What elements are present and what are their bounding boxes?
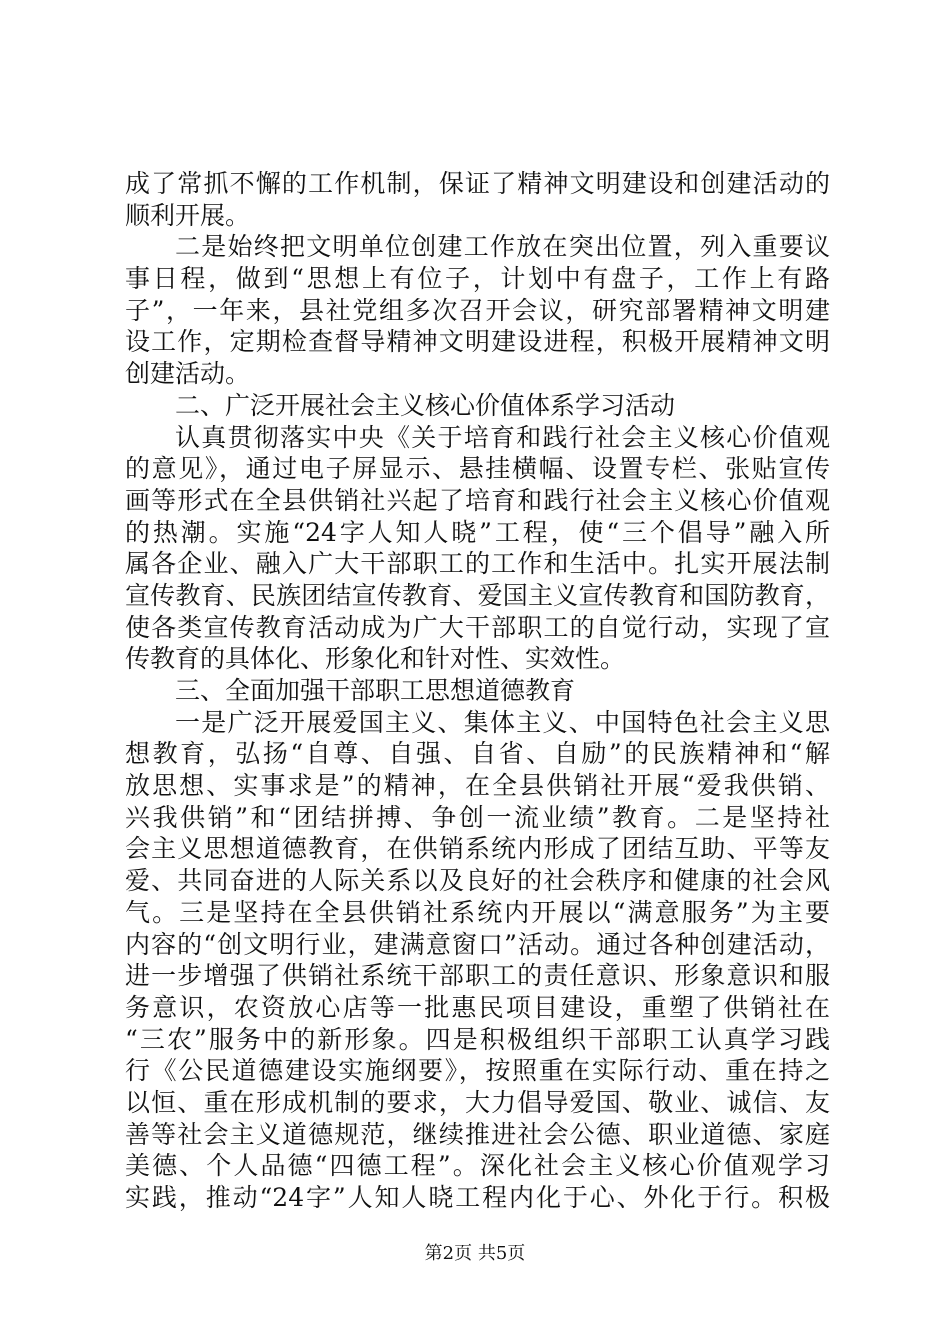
- text-line: 一是广泛开展爱国主义、集体主义、中国特色社会主义思: [175, 707, 830, 737]
- text-line: 会主义思想道德教育，在供销系统内形成了团结互助、平等友: [125, 834, 830, 864]
- text-line: 属各企业、融入广大干部职工的工作和生活中。扎实开展法制: [125, 549, 830, 579]
- text-line: 以恒、重在形成机制的要求，大力倡导爱国、敬业、诚信、友: [125, 1087, 830, 1117]
- text-line: 宣传教育、民族团结宣传教育、爱国主义宣传教育和国防教育，: [125, 580, 830, 610]
- page-number-footer: 第2页 共5页: [424, 1243, 526, 1264]
- text-line: 的热潮。实施“24字人知人晓”工程，使“三个倡导”融入所: [125, 517, 830, 547]
- text-line: 想教育，弘扬“自尊、自强、自省、自励”的民族精神和“解: [125, 739, 830, 769]
- text-line: 内容的“创文明行业，建满意窗口”活动。通过各种创建活动，: [125, 929, 830, 959]
- text-line: 美德、个人品德“四德工程”。深化社会主义核心价值观学习: [125, 1151, 830, 1181]
- text-line: 务意识，农资放心店等一批惠民项目建设，重塑了供销社在: [125, 992, 830, 1022]
- paragraph: [125, 422, 830, 676]
- text-line: 的意见》，通过电子屏显示、悬挂横幅、设置专栏、张贴宣传: [125, 454, 830, 484]
- text-line: 二、广泛开展社会主义核心价值体系学习活动: [175, 390, 676, 420]
- text-line: 认真贯彻落实中央《关于培育和践行社会主义核心价值观: [175, 422, 830, 452]
- paragraph: [125, 231, 830, 389]
- paragraph: [125, 707, 830, 1214]
- text-line: 子”，一年来，县社党组多次召开会议，研究部署精神文明建: [125, 295, 830, 325]
- text-line: “三农”服务中的新形象。四是积极组织干部职工认真学习践: [125, 1024, 830, 1054]
- text-line: 成了常抓不懈的工作机制，保证了精神文明建设和创建活动的: [125, 169, 830, 198]
- section-heading: [125, 675, 830, 707]
- text-line: 使各类宣传教育活动成为广大干部职工的自觉行动，实现了宣: [125, 612, 830, 642]
- text-line: 传教育的具体化、形象化和针对性、实效性。: [125, 644, 626, 674]
- text-line: 二是始终把文明单位创建工作放在突出位置，列入重要议: [175, 232, 830, 262]
- text-line: 兴我供销”和“团结拼搏、争创一流业绩”教育。二是坚持社: [125, 802, 830, 832]
- text-line: 放思想、实事求是”的精神，在全县供销社开展“爱我供销、: [125, 771, 830, 801]
- document-body: [125, 168, 830, 1214]
- section-heading: [125, 390, 830, 422]
- text-line: 善等社会主义道德规范，继续推进社会公德、职业道德、家庭: [125, 1119, 830, 1149]
- paragraph: [125, 168, 830, 231]
- text-line: 进一步增强了供销社系统干部职工的责任意识、形象意识和服: [125, 961, 830, 991]
- text-line: 创建活动。: [125, 359, 251, 389]
- text-line: 事日程，做到“思想上有位子，计划中有盘子，工作上有路: [125, 264, 830, 294]
- text-line: 行《公民道德建设实施纲要》，按照重在实际行动、重在持之: [125, 1056, 830, 1086]
- text-line: 气。三是坚持在全县供销社系统内开展以“满意服务”为主要: [125, 897, 830, 927]
- text-line: 三、全面加强干部职工思想道德教育: [175, 676, 576, 705]
- text-line: 顺利开展。: [125, 200, 251, 230]
- text-line: 爱、共同奋进的人际关系以及良好的社会秩序和健康的社会风: [125, 866, 830, 896]
- text-line: 设工作，定期检查督导精神文明建设进程，积极开展精神文明: [125, 327, 830, 357]
- text-line: 画等形式在全县供销社兴起了培育和践行社会主义核心价值观: [125, 485, 830, 515]
- text-line: 实践，推动“24字”人知人晓工程内化于心、外化于行。积极: [125, 1183, 830, 1212]
